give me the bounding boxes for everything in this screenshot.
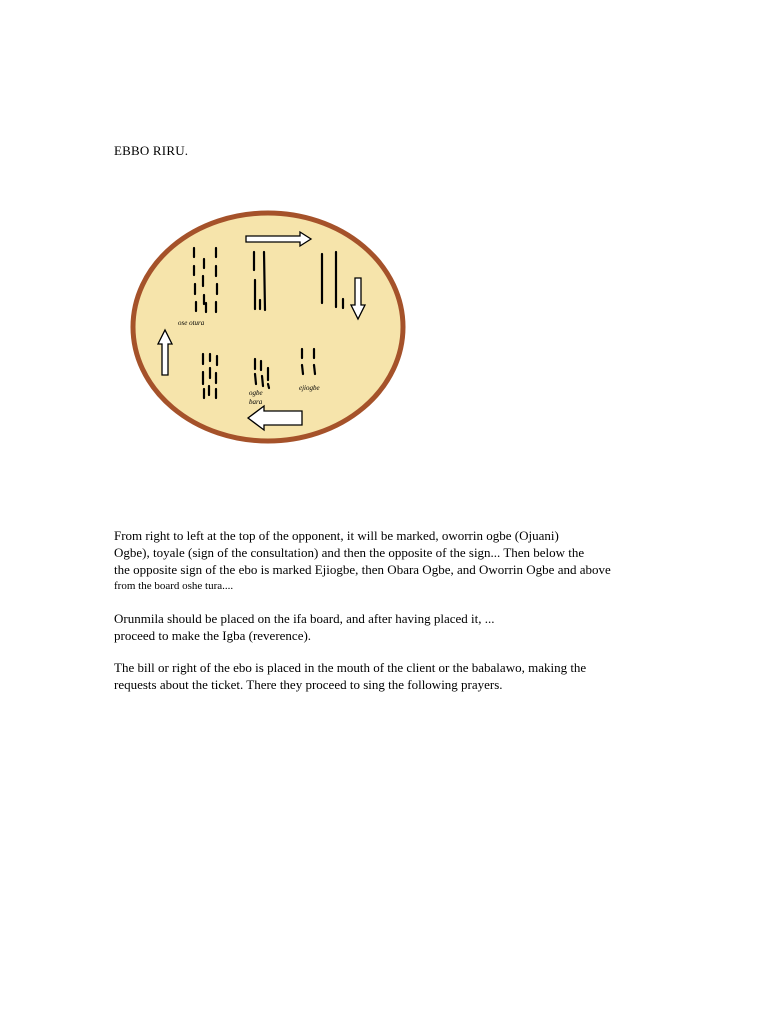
- paragraph-1-line-1: From right to left at the top of the opponent, it will be marked, oworrin ogbe (Ojuani): [114, 528, 559, 543]
- paragraph-3-line-2: requests about the ticket. There they proceed to sing the following prayers.: [114, 677, 503, 692]
- paragraph-2-line-2: proceed to make the Igba (reverence).: [114, 628, 312, 643]
- document-body: [114, 527, 714, 708]
- paragraph-1-line-3: the opposite sign of the ebo is marked Ejiogbe, then Obara Ogbe, and Oworrin Ogbe and above: [114, 562, 611, 577]
- ifa-board-diagram: [128, 208, 408, 448]
- label-ejiogbe: ejiogbe: [299, 384, 320, 392]
- paragraph-1-line-2: Ogbe), toyale (sign of the consultation) and then the opposite of the sign... Then below the: [114, 545, 585, 560]
- label-ogbe: ogbe: [249, 389, 263, 397]
- paragraph-1: [114, 527, 714, 595]
- paragraph-2: [114, 610, 714, 644]
- document-title: EBBO RIRU.: [114, 143, 189, 158]
- label-bara: bara: [249, 398, 263, 406]
- ifa-board: [133, 213, 403, 441]
- paragraph-2-line-1: Orunmila should be placed on the ifa board, and after having placed it, ...: [114, 611, 495, 626]
- paragraph-1-line-4: from the board oshe tura....: [114, 580, 234, 592]
- paragraph-3-line-1: The bill or right of the ebo is placed in the mouth of the client or the babalawo, making the: [114, 660, 587, 675]
- label-ose-otura: ose otura: [178, 319, 205, 327]
- paragraph-3: [114, 659, 714, 693]
